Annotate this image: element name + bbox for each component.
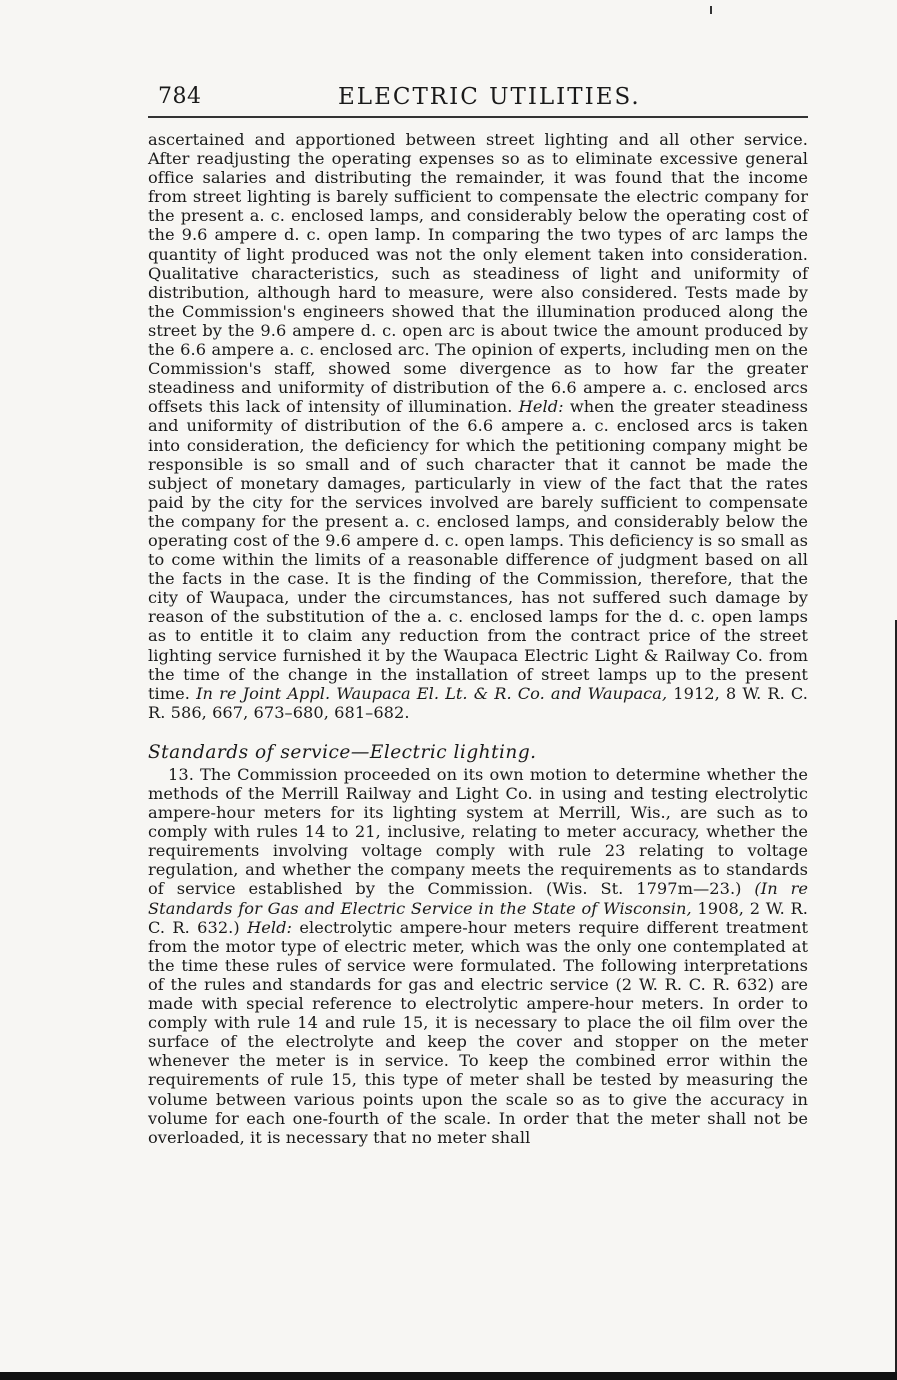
scan-edge bbox=[0, 1372, 897, 1380]
held-label: Held: bbox=[518, 397, 564, 417]
page-number: 784 bbox=[158, 84, 202, 109]
citation-reference: 1908, 2 W. R. C. R. 632.) bbox=[148, 898, 808, 937]
paragraph-street-lighting bbox=[148, 130, 808, 722]
document-page bbox=[148, 82, 808, 1147]
held-label: Held: bbox=[247, 917, 293, 937]
running-title: ELECTRIC UTILITIES. bbox=[338, 84, 641, 110]
case-citation: In re Joint Appl. Waupaca El. Lt. & R. Co. and Waupaca, bbox=[196, 683, 668, 703]
paragraph-standards-of-service bbox=[148, 765, 808, 1147]
paragraph-text: when the greater steadiness and uniformity of distribution of the 6.6 ampere a. c. enclosed arcs is taken into consideration, the deficiency for which the petitioning company might be responsible is so small and of such character that it cannot be made the subject of monetary damages, particularly in view of the fact that the rates paid by the city for the services involved are barely sufficient to compensate the company for the present a. c. enclosed lamps, and considerably below the operating cost of the 9.6 ampere d. c. open lamps. This deficiency is so small as to come within the limits of a reasonable difference of judgment based on all the facts in the case. It is the finding of the Commission, therefore, that the city of Waupaca, under the circumstances, has not suffered such damage by reason of the substitution of the a. c. enclosed lamps for the d. c. open lamps as to entitle it to claim any reduction from the contract price of the street lighting service furnished it by the Waupaca Electric Light & Railway Co. from the time of the change in the installation of street lamps up to the present time. bbox=[148, 397, 808, 703]
section-heading: Standards of service—Electric lighting. bbox=[148, 741, 537, 763]
page-header bbox=[148, 82, 808, 118]
paragraph-text: 13. The Commission proceeded on its own motion to determine whether the methods of the Merrill Railway and Light Co. in using and testing electrolytic ampere-hour meters for its lighting system at Merrill, Wis., are such as to comply with rules 14 to 21, inclusive, relating to meter accuracy, whether the requirements involving voltage comply with rule 23 relating to voltage regulation, and whether the company meets the requirements as to standards of service established by the Commission. (Wis. St. 1797m—23.) bbox=[148, 764, 808, 899]
paragraph-text: electrolytic ampere-hour meters require different treatment from the motor type of electric meter, which was the only one contemplated at the time these rules of service were formulated. The following interpretations of the rules and standards for gas and electric service (2 W. R. C. R. 632) are made with special reference to electrolytic ampere-hour meters. In order to comply with rule 14 and rule 15, it is necessary to place the oil film over the surface of the electrolyte and keep the cover and stopper on the meter whenever the meter is in service. To keep the combined error within the requirements of rule 15, this type of meter shall be tested by measuring the volume between various points upon the scale so as to give the accuracy in volume for each one-fourth of the scale. In order that the meter shall not be overloaded, it is necessary that no meter shall bbox=[148, 917, 809, 1147]
paragraph-text: ascertained and apportioned between street lighting and all other service. After readjusting the operating expenses so as to eliminate excessive general office salaries and distributing the remainder, it was found that the income from street lighting is barely sufficient to compensate the electric company for the present a. c. enclosed lamps, and considerably below the operating cost of the 9.6 ampere d. c. open lamp. In comparing the two types of arc lamps the quantity of light produced was not the only element taken into consideration. Qualitative characteristics, such as steadiness of light and uniformity of distribution, although hard to measure, were also considered. Tests made by the Commission's engineers showed that the illumination produced along the street by the 9.6 ampere d. c. open arc is about twice the amount produced by the 6.6 ampere a. c. enclosed arc. The opinion of experts, including men on the Commission's staff, showed some divergence as to how far the greater steadiness and uniformity of distribution of the 6.6 ampere a. c. enclosed arcs offsets this lack of intensity of illumination. bbox=[148, 130, 808, 417]
citation-reference: 1912, 8 W. R. C. R. 586, 667, 673–680, 681–682. bbox=[148, 683, 808, 722]
scan-mark bbox=[710, 6, 712, 14]
case-citation: (In re Standards for Gas and Electric Service in the State of Wisconsin, bbox=[148, 879, 808, 918]
